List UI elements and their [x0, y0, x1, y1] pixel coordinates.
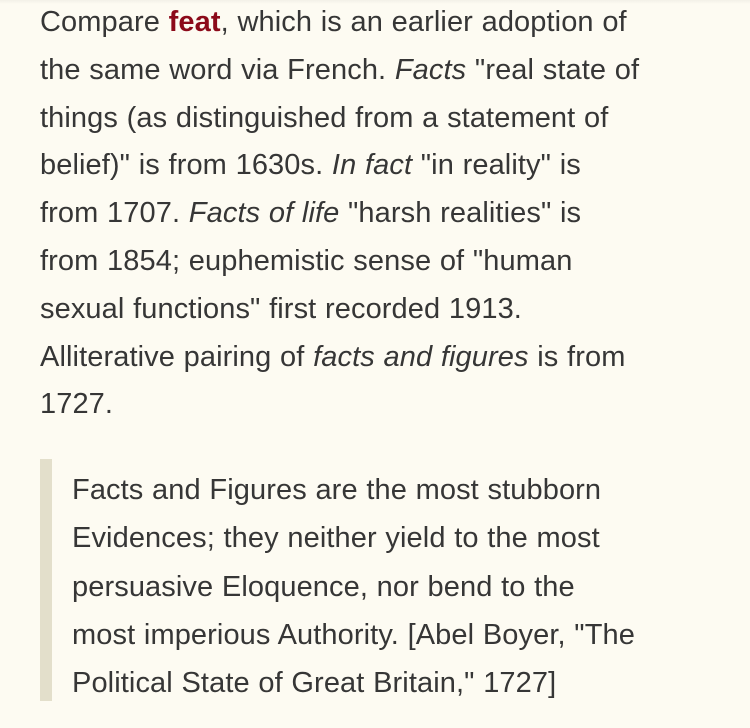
- text-span: "harsh realities" is: [339, 197, 582, 230]
- quote-text: [72, 466, 635, 707]
- quote-line-4: most imperious Authority. [Abel Boyer, "The: [72, 618, 635, 651]
- paragraph-line-2: [40, 47, 639, 95]
- term-facts: Facts: [394, 53, 467, 86]
- text-span: Compare: [40, 6, 169, 38]
- etymology-paragraph: [40, 0, 639, 429]
- text-span: "real state of: [466, 53, 640, 86]
- text-span: "in reality" is: [412, 149, 581, 182]
- quote-line-2: Evidences; they neither yield to the most: [72, 522, 600, 555]
- paragraph-line-6: from 1854; euphemistic sense of "human: [40, 244, 573, 277]
- paragraph-line-9: 1727.: [40, 388, 114, 421]
- paragraph-line-3: things (as distinguished from a statement of: [40, 101, 609, 134]
- quote-line-3: persuasive Eloquence, nor bend to the: [72, 570, 575, 603]
- text-span: belief)" is from 1630s.: [40, 149, 332, 182]
- paragraph-line-4: [40, 142, 639, 190]
- term-facts-and-figures: facts and figures: [313, 340, 529, 373]
- citation-blockquote: [40, 459, 730, 701]
- paragraph-line-5: [40, 190, 639, 238]
- text-span: Alliterative pairing of: [40, 340, 314, 373]
- feat-link[interactable]: feat: [168, 6, 221, 38]
- quote-line-1: Facts and Figures are the most stubborn: [72, 474, 602, 506]
- paragraph-line-1: [40, 0, 639, 47]
- text-span: the same word via French.: [40, 53, 395, 86]
- text-span: from 1707.: [40, 197, 189, 230]
- paragraph-line-7: sexual functions" first recorded 1913.: [40, 292, 522, 325]
- text-span: , which is an earlier adoption of: [220, 6, 627, 38]
- paragraph-line-8: [40, 334, 639, 382]
- quote-line-5: Political State of Great Britain," 1727]: [72, 667, 557, 700]
- text-span: is from: [528, 340, 626, 373]
- term-facts-of-life: Facts of life: [188, 197, 340, 230]
- term-in-fact: In fact: [331, 149, 413, 182]
